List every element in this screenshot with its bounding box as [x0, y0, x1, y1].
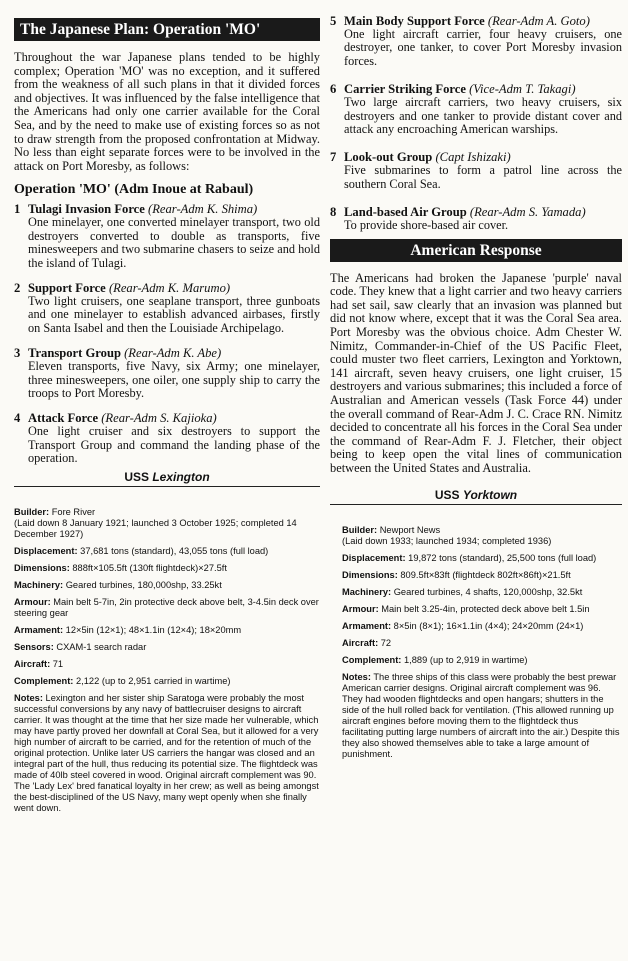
force-description: Two light cruisers, one seaplane transport, three gunboats and one minelayer to establish advanced airbases, firstly on Santa Isabel and then the Louisiade Archipelago.	[28, 293, 320, 335]
yorktown-specs	[330, 525, 622, 760]
force-name: Tulagi Invasion Force	[28, 202, 145, 217]
spec-aircraft: Aircraft: 72	[342, 637, 392, 648]
force-commander: (Rear-Adm S. Yamada)	[469, 205, 586, 220]
force-list-left	[14, 202, 320, 465]
lexington-heading: USS Lexington	[14, 470, 320, 487]
force-item: 5 Main Body Support Force (Rear-Adm A. Goto) One light aircraft carrier, four heavy cruisers, one destroyer, one tanker, to cover Port Moresby invasion forces.	[330, 14, 622, 68]
force-description: One light aircraft carrier, four heavy cruisers, one destroyer, one tanker, to cover Port Moresby invasion forces.	[344, 27, 622, 68]
force-item: 8 Land-based Air Group (Rear-Adm S. Yamada) To provide shore-based air cover.	[330, 205, 622, 232]
force-name: Carrier Striking Force	[344, 82, 466, 97]
intro-paragraph: Throughout the war Japanese plans tended to be highly complex; Operation 'MO' was no exception, and it suffered from the weakness of all such plans in that it divided forces and objectives. It was influenced by the false intelligence that the Americans had only one carrier available for the Coral Sea, and by the need to make use of existing forces so as not to draw strength from the proposed confrontation at Midway. No less than eight separate forces were to be involved in the attack on Port Moresby, as follows:	[14, 50, 320, 173]
force-description: Eleven transports, five Navy, six Army; one minelayer, three minesweepers, one oiler, one supply ship to carry the troops to Port Moresby.	[28, 359, 320, 400]
force-name: Transport Group	[28, 346, 121, 361]
force-description: One minelayer, one converted minelayer transport, two old destroyers converted to double as transports, five minesweepers and two submarine chasers to seize and hold the island of Tulagi.	[28, 215, 320, 270]
force-commander: (Rear-Adm K. Marumo)	[108, 280, 231, 295]
operation-heading: Operation 'MO' (Adm Inoue at Rabaul)	[14, 182, 254, 198]
force-item: 3 Transport Group (Rear-Adm K. Abe) Eleven transports, five Navy, six Army; one minelayer, three minesweepers, one oiler, one supply ship to carry the troops to Port Moresby.	[14, 346, 320, 400]
force-commander: (Rear-Adm K. Abe)	[124, 346, 222, 361]
force-description: Two large aircraft carriers, two heavy cruisers, six destroyers and one tanker to provide distant cover and attack any encroaching American warships.	[344, 95, 622, 137]
force-name: Support Force	[28, 280, 106, 295]
force-item: 4 Attack Force (Rear-Adm S. Kajioka) One light cruiser and six destroyers to support the Transport Group and command the landing phase of the operation.	[14, 411, 320, 466]
spec-armour: Armour: Main belt 5-7in, 2in protective deck above belt, 3-4.5in deck over steering gear	[14, 596, 319, 618]
force-commander: (Vice-Adm T. Takagi)	[469, 82, 576, 97]
right-column	[330, 0, 622, 766]
japanese-plan-banner: The Japanese Plan: Operation 'MO'	[14, 18, 320, 41]
lexington-specs	[14, 507, 320, 814]
spec-dimensions: Dimensions: 888ft×105.5ft (130ft flightdeck)×27.5ft	[14, 562, 227, 573]
spec-armament: Armament: 12×5in (12×1); 48×1.1in (12×4); 18×20mm	[14, 624, 242, 635]
spec-complement: Complement: 2,122 (up to 2,951 carried in wartime)	[14, 675, 231, 686]
left-column	[14, 0, 320, 820]
force-item: 1 Tulagi Invasion Force (Rear-Adm K. Shima) One minelayer, one converted minelayer transport, two old destroyers converted to double as transports, five minesweepers and two submarine chasers to seize and hold the island of Tulagi.	[14, 202, 320, 270]
force-commander: (Rear-Adm A. Goto)	[487, 14, 590, 28]
force-commander: (Capt Ishizaki)	[435, 150, 511, 165]
american-response-banner: American Response	[330, 239, 622, 262]
spec-notes: Notes: The three ships of this class were probably the best prewar American carrier designs. Original aircraft complement was 96. They had wooden flightdecks and open hangars; shutters in the side of the hull rolled back for ventilation. (This allowed running up aircraft engines before moving them to the flightdeck thus facilitating putting large numbers of aircraft into the air.) Despite this they also showed themselves able to take a large amount of punishment.	[342, 671, 620, 759]
spec-notes: Notes: Lexington and her sister ship Saratoga were probably the most successful conversions by any navy of battlecruiser designs to aircraft carrier. It was thought at the time that her size made her vulnerable, which may have partly proved her downfall at Coral Sea, but it allowed for a very high number of aircraft to be carried, and for the retention of much of the original protection. Unlike later US carriers the hangar was closed and an integral part of the hull, thus reducing its potential size. The flightdeck was made of 40lb steel covered in wood. Original aircraft complement was 90. The 'Lady Lex' bred fanatical loyalty in her crew; as well as being amongst the best-disciplined of the US Navy, many wept openly when she finally went down.	[14, 692, 319, 813]
spec-aircraft: Aircraft: 71	[14, 658, 64, 669]
force-item: 6 Carrier Striking Force (Vice-Adm T. Takagi) Two large aircraft carriers, two heavy cruisers, six destroyers and one tanker to provide distant cover and attack any encroaching American warships.	[330, 82, 622, 137]
spec-builder: Builder: Newport News (Laid down 1933; launched 1934; completed 1936)	[342, 524, 552, 546]
spec-displacement: Displacement: 37,681 tons (standard), 43,055 tons (full load)	[14, 545, 269, 556]
yorktown-heading: USS Yorktown	[330, 488, 622, 505]
force-name: Land-based Air Group	[344, 205, 467, 220]
spec-displacement: Displacement: 19,872 tons (standard), 25,500 tons (full load)	[342, 552, 597, 563]
spec-sensors: Sensors: CXAM-1 search radar	[14, 641, 147, 652]
spec-armament: Armament: 8×5in (8×1); 16×1.1in (4×4); 24×20mm (24×1)	[342, 620, 584, 631]
force-description: Five submarines to form a patrol line across the southern Coral Sea.	[344, 163, 622, 191]
force-name: Main Body Support Force	[344, 14, 485, 28]
spec-dimensions: Dimensions: 809.5ft×83ft (flightdeck 802ft×86ft)×21.5ft	[342, 569, 571, 580]
spec-machinery: Machinery: Geared turbines, 180,000shp, 33.25kt	[14, 579, 222, 590]
spec-armour: Armour: Main belt 3.25-4in, protected deck above belt 1.5in	[342, 603, 590, 614]
force-list-right	[330, 14, 622, 233]
force-commander: (Rear-Adm K. Shima)	[148, 202, 258, 217]
force-item: 2 Support Force (Rear-Adm K. Marumo) Two light cruisers, one seaplane transport, three gunboats and one minelayer to establish advanced airbases, firstly on Santa Isabel and then the Louisiade Archipelago.	[14, 280, 320, 335]
spec-machinery: Machinery: Geared turbines, 4 shafts, 120,000shp, 32.5kt	[342, 586, 583, 597]
spec-complement: Complement: 1,889 (up to 2,919 in wartime)	[342, 654, 528, 665]
force-name: Attack Force	[28, 411, 99, 426]
force-name: Look-out Group	[344, 150, 433, 165]
american-response-paragraph: The Americans had broken the Japanese 'purple' naval code. They knew that a light carrier and two heavy carriers had set sail, saw clearly that an invasion was planned but did not know where, except that it was the Coral Sea area. Port Moresby was the obvious choice. Adm Chester W. Nimitz, Commander-in-Chief of the US Pacific Fleet, could muster two fleet carriers, Lexington and Yorktown, 141 aircraft, seven heavy cruisers, one light cruiser, 15 destroyers and various submarines; this included a force of Australian and American vessels (Task Force 44) under the overall command of Rear-Adm J. C. Crace RN. Nimitz decided to concentrate all his forces in the Coral Sea under the command of Rear-Adm F. J. Fletcher, their object being to keep open the vital lines of communication between the United States and Australia.	[330, 270, 622, 475]
spec-builder: Builder: Fore River (Laid down 8 January 1921; launched 3 October 1925; completed 14 December 1927)	[14, 506, 297, 539]
force-description: To provide shore-based air cover.	[344, 218, 509, 233]
force-commander: (Rear-Adm S. Kajioka)	[101, 411, 217, 426]
force-description: One light cruiser and six destroyers to support the Transport Group and command the landing phase of the operation.	[28, 424, 320, 466]
force-item: 7 Look-out Group (Capt Ishizaki) Five submarines to form a patrol line across the southern Coral Sea.	[330, 150, 622, 191]
